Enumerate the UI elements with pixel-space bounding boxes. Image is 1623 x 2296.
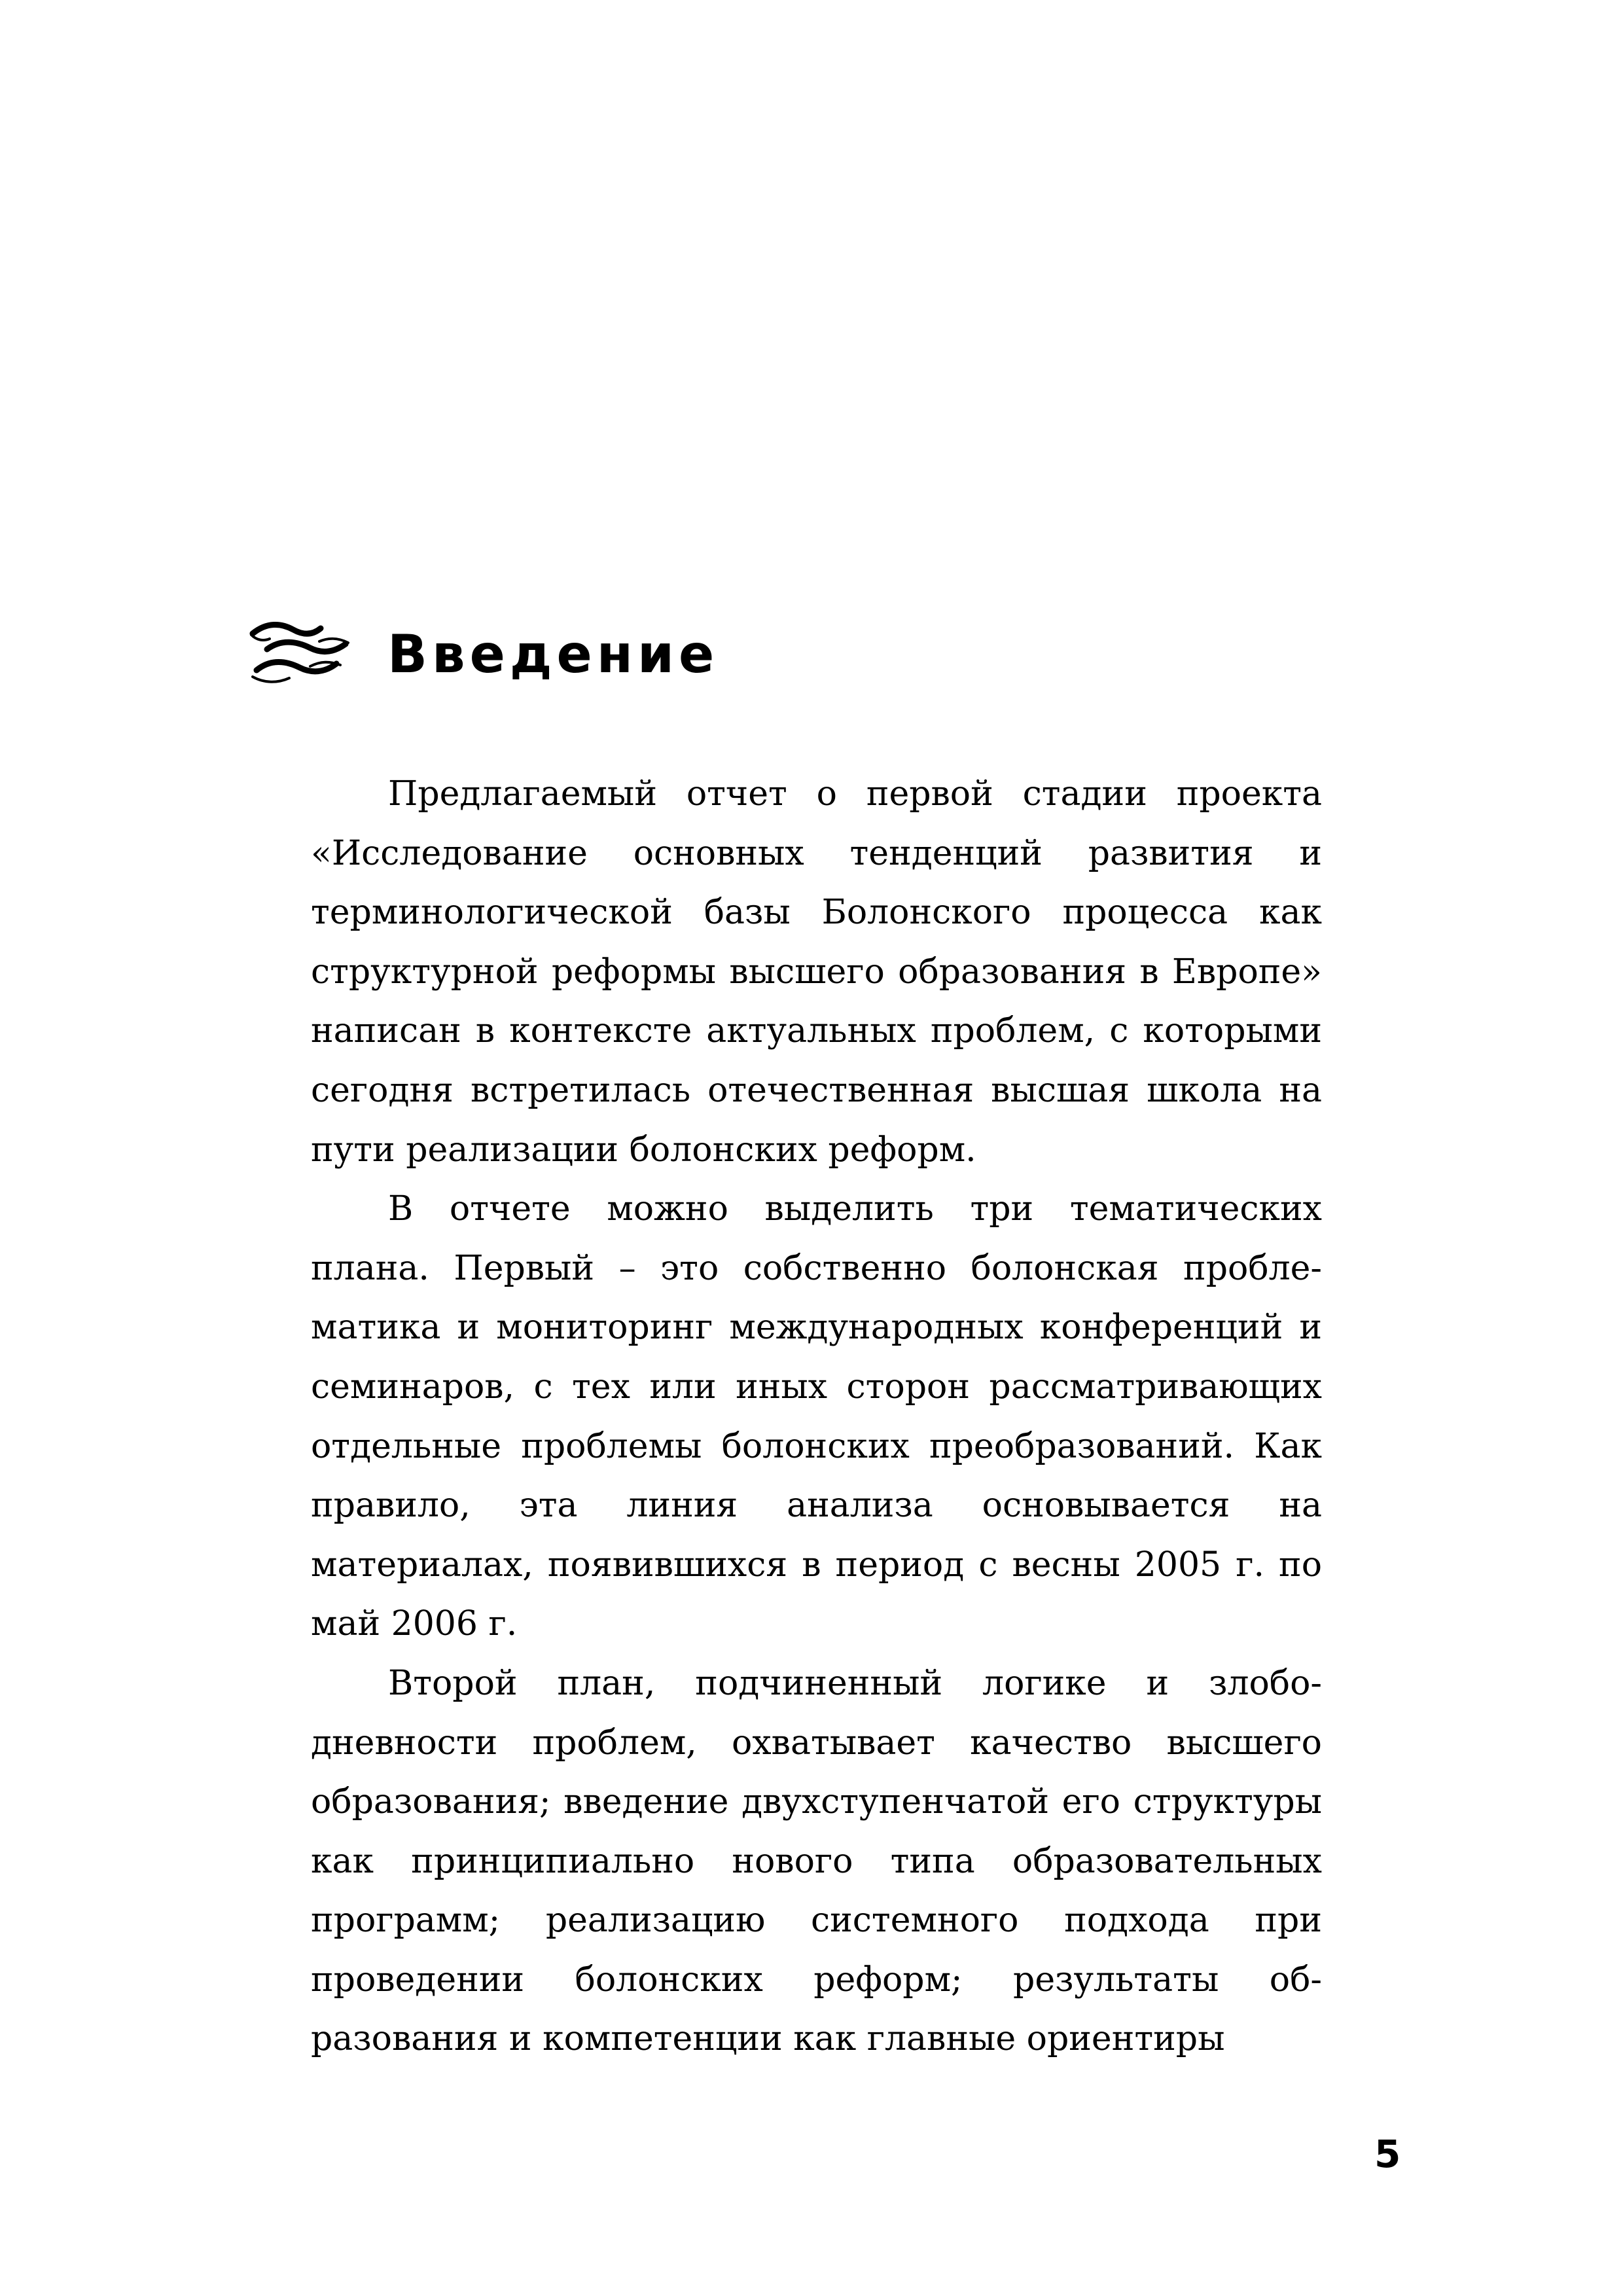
paragraph: Второй план, подчиненный логике и злободневности проблем, охватывает качество высшего образования; введение двухступенчатой его структуры как принципиально нового типа образовательных программ; реализацию системного подхода при проведении болонских реформ; результаты образования и компетенции как главные ориентиры	[311, 1663, 1322, 2059]
section-heading	[247, 605, 719, 704]
page-number: 5	[1374, 2132, 1401, 2176]
section-title: Введение	[387, 624, 719, 685]
paragraph: В отчете можно выделить три тематических плана. Первый – это собственно болонская проблематика и мониторинг международных конференций и семинаров, с тех или иных сторон рассматривающих отдельные проблемы болонских преобразований. Как правило, эта линия анализа основывается на материалах, появившихся в период с весны 2005 г. по май 2006 г.	[311, 1189, 1322, 1644]
wave-ornament-icon	[247, 615, 352, 694]
paragraph: Предлагаемый отчет о первой стадии проекта «Исследование основных тенденций развития и терминологической базы Болонского процесса как структурной реформы высшего образования в Европе» написан в контексте актуальных проблем, с которыми сегодня встретилась отечественная высшая школа на пути реализации болонских реформ.	[311, 774, 1322, 1170]
body-text	[311, 764, 1322, 2069]
